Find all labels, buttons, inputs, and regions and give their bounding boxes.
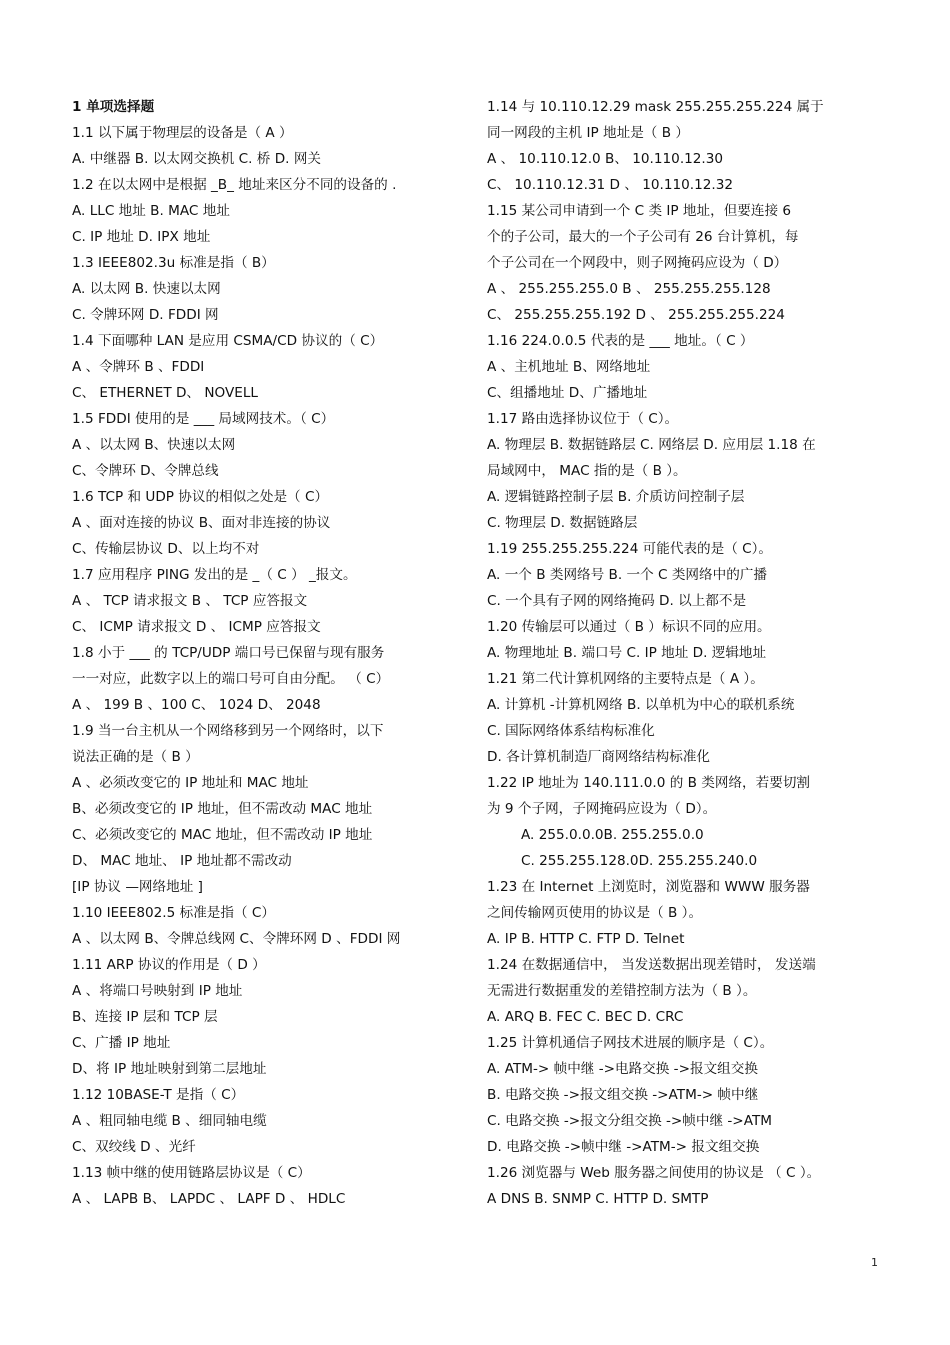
left-column	[72, 94, 457, 1212]
text-line: 1.21 第二代计算机网络的主要特点是（ A ）。	[487, 671, 764, 687]
text-line: 之间传输网页使用的协议是（ B ）。	[487, 905, 703, 921]
text-line: [IP 协议 —网络地址 ]	[72, 879, 203, 895]
text-line: A. 物理层 B. 数据链路层 C. 网络层 D. 应用层 1.18 在	[487, 437, 816, 453]
text-line: 1.8 小于 ___ 的 TCP/UDP 端口号已保留与现有服务	[72, 645, 385, 661]
text-line: A 、 255.255.255.0 B 、 255.255.255.128	[487, 281, 771, 297]
text-line: C、 ETHERNET D、 NOVELL	[72, 385, 258, 401]
text-line: C、必须改变它的 MAC 地址，但不需改动 IP 地址	[72, 827, 373, 843]
text-line: A 、 199 B 、100 C、 1024 D、 2048	[72, 697, 321, 713]
text-line: C、 10.110.12.31 D 、 10.110.12.32	[487, 177, 734, 193]
text-line: 1.22 IP 地址为 140.111.0.0 的 B 类网络，若要切割	[487, 775, 811, 791]
text-line: 1.3 IEEE802.3u 标准是指（ B）	[72, 255, 275, 271]
page-number: 1	[871, 1256, 878, 1269]
text-line: C、令牌环 D、令牌总线	[72, 463, 219, 479]
text-line: C. IP 地址 D. IPX 地址	[72, 229, 211, 245]
text-line: 1.4 下面哪种 LAN 是应用 CSMA/CD 协议的（ C）	[72, 333, 384, 349]
text-line: 1.9 当一台主机从一个网络移到另一个网络时，以下	[72, 723, 384, 739]
text-line: C. 国际网络体系结构标准化	[487, 723, 655, 739]
text-line: C. 一个具有子网的网络掩码 D. 以上都不是	[487, 593, 747, 609]
text-line: B. 电路交换 ->报文组交换 ->ATM-> 帧中继	[487, 1087, 759, 1103]
section-heading: 1 单项选择题	[72, 99, 155, 115]
text-line: C. 令牌环网 D. FDDI 网	[72, 307, 219, 323]
text-line: A DNS B. SNMP C. HTTP D. SMTP	[487, 1191, 709, 1207]
text-line: 1.26 浏览器与 Web 服务器之间使用的协议是 （ C ）。	[487, 1165, 821, 1181]
text-line: C、组播地址 D、广播地址	[487, 385, 648, 401]
text-line: C. 物理层 D. 数据链路层	[487, 515, 638, 531]
text-line: A. ARQ B. FEC C. BEC D. CRC	[487, 1009, 684, 1025]
text-line: 一一对应，此数字以上的端口号可自由分配。 （ C）	[72, 671, 390, 687]
text-line: A 、主机地址 B、网络地址	[487, 359, 651, 375]
text-line: 1.24 在数据通信中， 当发送数据出现差错时， 发送端	[487, 957, 816, 973]
text-line: A. 物理地址 B. 端口号 C. IP 地址 D. 逻辑地址	[487, 645, 767, 661]
text-line: 同一网段的主机 IP 地址是（ B ）	[487, 125, 689, 141]
text-line: C、双绞线 D 、光纤	[72, 1139, 196, 1155]
text-line: 1.20 传输层可以通过（ B ）标识不同的应用。	[487, 619, 771, 635]
text-line: A 、 10.110.12.0 B、 10.110.12.30	[487, 151, 724, 167]
text-line: 无需进行数据重发的差错控制方法为（ B ）。	[487, 983, 757, 999]
text-line: A. 255.0.0.0B. 255.255.0.0	[521, 827, 704, 843]
text-line: C. 255.255.128.0D. 255.255.240.0	[521, 853, 758, 869]
text-line: 1.1 以下属于物理层的设备是（ A ）	[72, 125, 293, 141]
text-line: 1.12 10BASE-T 是指（ C）	[72, 1087, 245, 1103]
text-line: A 、 LAPB B、 LAPDC 、 LAPF D 、 HDLC	[72, 1191, 346, 1207]
text-line: 1.14 与 10.110.12.29 mask 255.255.255.224 属于	[487, 99, 824, 115]
text-line: 1.10 IEEE802.5 标准是指（ C）	[72, 905, 275, 921]
text-line: 个的子公司，最大的一个子公司有 26 台计算机，每	[487, 229, 799, 245]
text-line: D、将 IP 地址映射到第二层地址	[72, 1061, 267, 1077]
text-line: D. 各计算机制造厂商网络结构标准化	[487, 749, 711, 765]
text-line: A. 中继器 B. 以太网交换机 C. 桥 D. 网关	[72, 151, 322, 167]
text-line: A. 计算机 -计算机网络 B. 以单机为中心的联机系统	[487, 697, 795, 713]
text-line: A. 逻辑链路控制子层 B. 介质访问控制子层	[487, 489, 745, 505]
text-line: A 、将端口号映射到 IP 地址	[72, 983, 243, 999]
text-line: 1.23 在 Internet 上浏览时，浏览器和 WWW 服务器	[487, 879, 810, 895]
text-line: 1.11 ARP 协议的作用是（ D ）	[72, 957, 266, 973]
text-line: 1.7 应用程序 PING 发出的是 _（ C ） _报文。	[72, 567, 357, 583]
text-line: A 、粗同轴电缆 B 、细同轴电缆	[72, 1113, 267, 1129]
text-line: B、必须改变它的 IP 地址，但不需改动 MAC 地址	[72, 801, 373, 817]
text-line: C、 255.255.255.192 D 、 255.255.255.224	[487, 307, 785, 323]
text-line: A 、 TCP 请求报文 B 、 TCP 应答报文	[72, 593, 308, 609]
text-line: A 、以太网 B、快速以太网	[72, 437, 236, 453]
text-line: 1.5 FDDI 使用的是 ___ 局域网技术。（ C）	[72, 411, 335, 427]
text-line: A 、以太网 B、令牌总线网 C、令牌环网 D 、FDDI 网	[72, 931, 401, 947]
text-line: A. LLC 地址 B. MAC 地址	[72, 203, 230, 219]
right-column	[487, 94, 872, 1212]
text-line: A 、令牌环 B 、FDDI	[72, 359, 205, 375]
text-line: B、连接 IP 层和 TCP 层	[72, 1009, 218, 1025]
text-line: 1.6 TCP 和 UDP 协议的相似之处是（ C）	[72, 489, 329, 505]
text-line: C、广播 IP 地址	[72, 1035, 171, 1051]
text-line: 个子公司在一个网段中，则子网掩码应设为（ D）	[487, 255, 788, 271]
text-line: 1.17 路由选择协议位于（ C）。	[487, 411, 679, 427]
text-line: 1.25 计算机通信子网技术进展的顺序是（ C）。	[487, 1035, 774, 1051]
text-line: A 、必须改变它的 IP 地址和 MAC 地址	[72, 775, 309, 791]
text-line: C、 ICMP 请求报文 D 、 ICMP 应答报文	[72, 619, 321, 635]
text-line: 1.2 在以太网中是根据 _B_ 地址来区分不同的设备的 .	[72, 177, 397, 193]
text-line: C. 电路交换 ->报文分组交换 ->帧中继 ->ATM	[487, 1113, 772, 1129]
text-line: A. 以太网 B. 快速以太网	[72, 281, 221, 297]
text-line: A. 一个 B 类网络号 B. 一个 C 类网络中的广播	[487, 567, 767, 583]
text-line: A. IP B. HTTP C. FTP D. Telnet	[487, 931, 685, 947]
text-line: A 、面对连接的协议 B、面对非连接的协议	[72, 515, 331, 531]
text-line: A. ATM-> 帧中继 ->电路交换 ->报文组交换	[487, 1061, 758, 1077]
text-line: D. 电路交换 ->帧中继 ->ATM-> 报文组交换	[487, 1139, 760, 1155]
text-line: 为 9 个子网，子网掩码应设为（ D）。	[487, 801, 717, 817]
text-line: 说法正确的是（ B ）	[72, 749, 199, 765]
text-line: 1.13 帧中继的使用链路层协议是（ C）	[72, 1165, 311, 1181]
text-line: C、传输层协议 D、以上均不对	[72, 541, 260, 557]
text-line: 局域网中， MAC 指的是（ B ）。	[487, 463, 687, 479]
text-line: 1.16 224.0.0.5 代表的是 ___ 地址。（ C ）	[487, 333, 754, 349]
text-line: 1.15 某公司申请到一个 C 类 IP 地址，但要连接 6	[487, 203, 792, 219]
text-line: D、 MAC 地址、 IP 地址都不需改动	[72, 853, 292, 869]
text-line: 1.19 255.255.255.224 可能代表的是（ C）。	[487, 541, 773, 557]
